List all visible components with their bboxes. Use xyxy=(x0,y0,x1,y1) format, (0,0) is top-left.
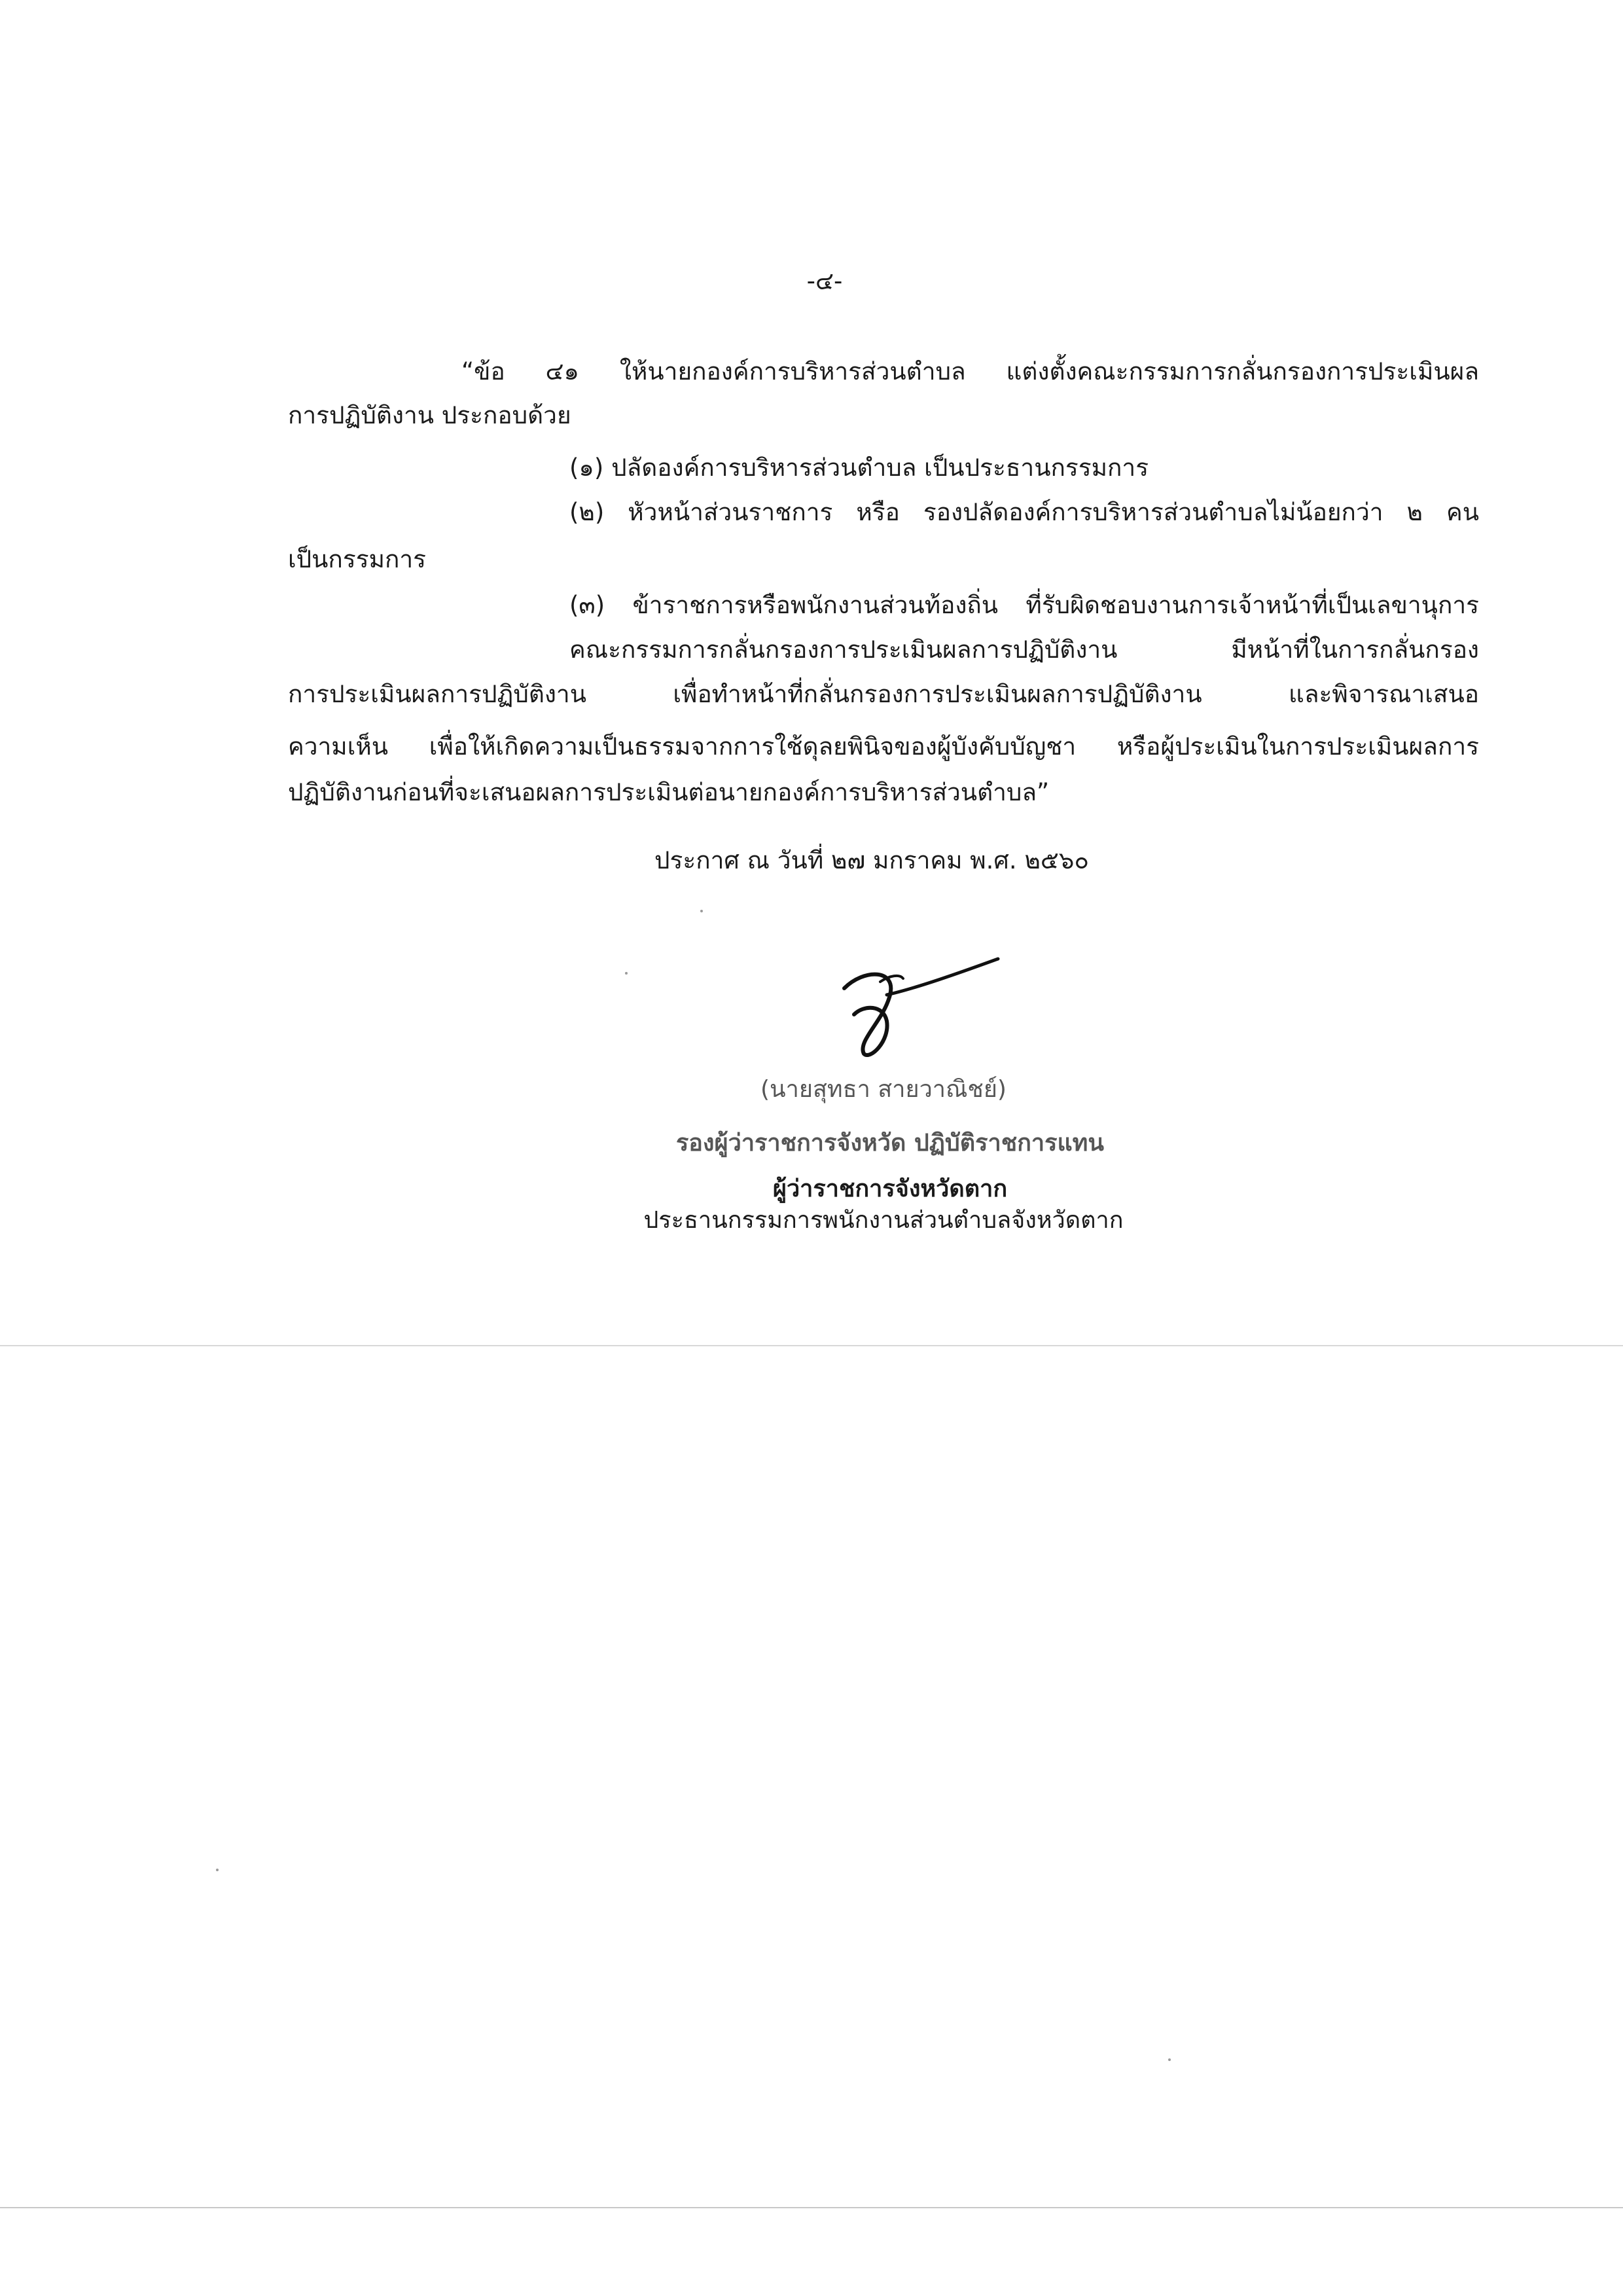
item-2-line-2: เป็นกรรมการ xyxy=(288,545,427,573)
announcement-date: ประกาศ ณ วันที่ ๒๗ มกราคม พ.ศ. ๒๕๖๐ xyxy=(654,846,1089,874)
item-3-line-4: ความเห็น เพื่อให้เกิดความเป็นธรรมจากการใช้ดุลยพินิจของผู้บังคับบัญชา หรือผู้ประเมินในการประเมินผลการ xyxy=(288,732,1479,761)
signatory-name: (นายสุทธา สายวาณิชย์) xyxy=(760,1076,1007,1103)
scan-bottom-line xyxy=(0,2207,1623,2208)
scan-speck xyxy=(625,972,628,975)
item-3-line-2: คณะกรรมการกลั่นกรองการประเมินผลการปฏิบัติงาน มีหน้าที่ในการกลั่นกรอง xyxy=(569,636,1479,664)
item-3-line-3: การประเมินผลการปฏิบัติงาน เพื่อทำหน้าที่กลั่นกรองการประเมินผลการปฏิบัติงาน และพิจารณาเสนอ xyxy=(288,680,1479,708)
signatory-position-line-2: ผู้ว่าราชการจังหวัดตาก xyxy=(772,1175,1008,1202)
scan-fold-line xyxy=(0,1345,1623,1346)
signatory-position-line-3: ประธานกรรมการพนักงานส่วนตำบลจังหวัดตาก xyxy=(643,1207,1124,1234)
clause-intro-line-1: “ข้อ ๔๑ ให้นายกองค์การบริหารส่วนตำบล แต่งตั้งคณะกรรมการกลั่นกรองการประเมินผล xyxy=(461,357,1479,386)
handwritten-signature xyxy=(818,942,1014,1067)
signatory-position-line-1: รองผู้ว่าราชการจังหวัด ปฏิบัติราชการแทน xyxy=(675,1130,1105,1157)
page-number: -๔- xyxy=(806,267,843,295)
item-1: (๑) ปลัดองค์การบริหารส่วนตำบล เป็นประธานกรรมการ xyxy=(569,454,1149,482)
clause-intro-line-2: การปฏิบัติงาน ประกอบด้วย xyxy=(288,401,571,429)
scan-speck xyxy=(216,1869,219,1871)
item-2-line-1: (๒) หัวหน้าส่วนราชการ หรือ รองปลัดองค์การบริหารส่วนตำบลไม่น้อยกว่า ๒ คน xyxy=(569,498,1479,526)
item-3-line-5: ปฏิบัติงานก่อนที่จะเสนอผลการประเมินต่อนายกองค์การบริหารส่วนตำบล” xyxy=(288,778,1050,806)
item-3-line-1: (๓) ข้าราชการหรือพนักงานส่วนท้องถิ่น ที่รับผิดชอบงานการเจ้าหน้าที่เป็นเลขานุการ xyxy=(569,591,1479,619)
scan-speck xyxy=(1168,2058,1171,2061)
scan-speck xyxy=(700,910,703,912)
